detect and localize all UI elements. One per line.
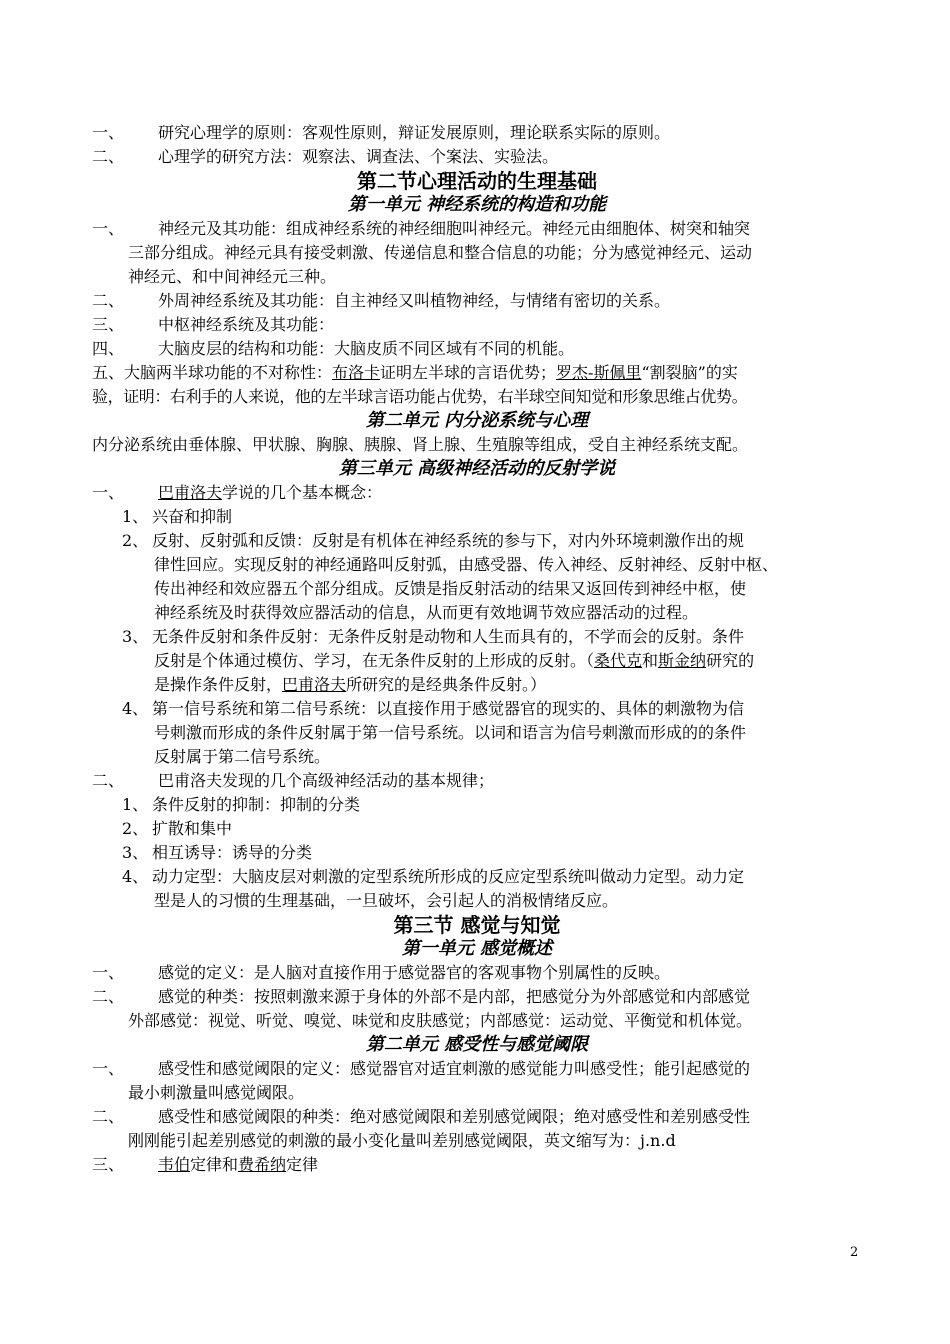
item-number: 1、 [122,507,149,526]
paragraph [92,1153,862,1177]
list-item-text: 所研究的是经典条件反射。） [346,675,547,694]
unit-heading: 第二单元 内分泌系统与心理 [365,410,589,431]
item-number: 1、 [122,795,149,814]
person-name-link: 巴甫洛夫 [158,483,223,502]
list-item-continuation: 律性回应。实现反射的神经通路叫反射弧，由感受器、传入神经、反射神经、反射中枢、 [154,555,779,574]
paragraph-text: 感觉的种类：按照刺激来源于身体的外部不是内部，把感觉分为外部感觉和内部感觉 [158,987,751,1006]
list-item [92,841,862,865]
unit-heading: 第一单元 神经系统的构造和功能 [347,194,607,215]
person-name-link: 桑代克 [594,651,643,670]
list-item-text: 反射、反射弧和反馈：反射是有机体在神经系统的参与下，对内外环境刺激作出的规 [152,531,745,550]
paragraph-text: 感受性和感觉阈限的种类：绝对感觉阈限和差别感觉阈限；绝对感受性和差别感受性 [158,1107,751,1126]
unit-heading: 第三单元 高级神经活动的反射学说 [338,458,616,479]
item-marker: 三、 [92,315,125,334]
list-item-text: 相互诱导：诱导的分类 [152,843,313,862]
list-item-continuation [92,649,862,673]
list-item [92,529,862,553]
item-marker: 二、 [92,1107,125,1126]
list-item-text: 是操作条件反射， [154,675,283,694]
paragraph-text: 大脑皮层的结构和功能：大脑皮质不同区域有不同的机能。 [158,339,575,358]
list-item-text: 扩散和集中 [152,819,233,838]
paragraph: 内分泌系统由垂体腺、甲状腺、胸腺、胰腺、肾上腺、生殖腺等组成，受自主神经系统支配。 [92,435,749,454]
page-number: 2 [850,1245,859,1260]
item-number: 4、 [122,867,149,886]
list-item [92,793,862,817]
list-item-text: 和 [642,651,659,670]
item-number: 3、 [122,843,149,862]
item-marker: 一、 [92,1059,125,1078]
paragraph [92,481,862,505]
paragraph-text: 学说的几个基本概念： [222,483,383,502]
list-item-text: 无条件反射和条件反射：无条件反射是动物和人生而具有的，不学而会的反射。条件 [152,627,745,646]
item-marker: 一、 [92,123,125,142]
paragraph [92,289,862,313]
paragraph-text: 定律和 [190,1155,239,1174]
item-number: 2、 [122,531,149,550]
paragraph-text [158,1153,862,1177]
paragraph [92,769,862,793]
item-marker: 一、 [92,963,125,982]
list-item-text: 研究的 [706,651,755,670]
item-marker: 二、 [92,987,125,1006]
person-name-link: 费希纳 [238,1155,287,1174]
list-item-text: 条件反射的抑制：抑制的分类 [152,795,361,814]
item-marker: 一、 [92,219,125,238]
list-item-continuation: 神经系统及时获得效应器活动的信息，从而更有效地调节效应器活动的过程。 [154,603,699,622]
paragraph-continuation: 外部感觉：视觉、听觉、嗅觉、味觉和皮肤感觉；内部感觉：运动觉、平衡觉和机体觉。 [128,1011,753,1030]
item-marker: 二、 [92,147,125,166]
paragraph-text [158,481,862,505]
paragraph-text: 五、大脑两半球功能的不对称性： [92,363,333,382]
item-marker: 四、 [92,339,125,358]
item-number: 2、 [122,819,149,838]
list-item [92,697,862,721]
section-heading: 第二节心理活动的生理基础 [357,169,597,193]
person-name-link: 斯金纳 [658,651,707,670]
list-item [92,817,862,841]
item-marker: 一、 [92,483,125,502]
item-number: 4、 [122,699,149,718]
list-item-continuation [92,673,862,697]
paragraph [92,145,862,169]
list-item-text: 兴奋和抑制 [152,507,233,526]
item-marker: 二、 [92,291,125,310]
document-page [92,121,862,1177]
paragraph-text: 心理学的研究方法：观察法、调查法、个案法、实验法。 [158,147,559,166]
section-heading: 第三节 感觉与知觉 [393,913,561,937]
paragraph-continuation: 验，证明：右利手的人来说，他的左半球言语功能占优势，右半球空间知觉和形象思维占优势。 [92,387,748,406]
paragraph-continuation: 最小刺激量叫感觉阈限。 [128,1083,305,1102]
paragraph-text: 感觉的定义：是人脑对直接作用于感觉器官的客观事物个别属性的反映。 [158,963,671,982]
item-marker: 三、 [92,1155,125,1174]
paragraph-text: 感受性和感觉阈限的定义：感觉器官对适宜刺激的感觉能力叫感受性；能引起感觉的 [158,1059,751,1078]
unit-heading: 第二单元 感受性与感觉阈限 [365,1034,589,1055]
item-number: 3、 [122,627,149,646]
paragraph-continuation: 刚刚能引起差别感觉的刺激的最小变化量叫差别感觉阈限，英文缩写为：j.n.d [128,1131,676,1150]
list-item-continuation: 反射属于第二信号系统。 [154,747,331,766]
paragraph [92,961,862,985]
list-item-continuation: 号刺激而形成的条件反射属于第一信号系统。以词和语言为信号刺激而形成的的条件 [154,723,747,742]
paragraph [92,1057,862,1081]
paragraph-text: 外周神经系统及其功能：自主神经又叫植物神经，与情绪有密切的关系。 [158,291,671,310]
paragraph [92,121,862,145]
paragraph-text: 研究心理学的原则：客观性原则，辩证发展原则，理论联系实际的原则。 [158,123,671,142]
list-item-text: 动力定型：大脑皮层对刺激的定型系统所形成的反应定型系统叫做动力定型。动力定 [152,867,745,886]
list-item-text: 第一信号系统和第二信号系统：以直接作用于感觉器官的现实的、具体的刺激物为信 [152,699,745,718]
paragraph [92,1105,862,1129]
paragraph [92,217,862,241]
person-name-link: 布洛卡 [332,363,381,382]
item-marker: 二、 [92,771,125,790]
list-item-continuation: 传出神经和效应器五个部分组成。反馈是指反射活动的结果又返回传到神经中枢，使 [154,579,747,598]
paragraph-text: 定律 [286,1155,319,1174]
paragraph [92,985,862,1009]
paragraph-text: 巴甫洛夫发现的几个高级神经活动的基本规律； [158,771,495,790]
person-name-link: 巴甫洛夫 [282,675,347,694]
paragraph-text: 中枢神经系统及其功能： [158,315,335,334]
person-name-link: 韦伯 [158,1155,191,1174]
paragraph [92,313,862,337]
paragraph-text: “割裂脑”的实 [641,363,738,382]
paragraph-text: 证明左半球的言语优势； [380,363,557,382]
paragraph [92,361,862,385]
paragraph [92,337,862,361]
list-item-text: 反射是个体通过模仿、学习，在无条件反射的上形成的反射。（ [154,651,595,670]
list-item [92,865,862,889]
person-name-link: 罗杰-斯佩里 [556,363,642,382]
list-item-continuation: 型是人的习惯的生理基础，一旦破坏，会引起人的消极情绪反应。 [154,891,619,910]
unit-heading: 第一单元 感觉概述 [401,938,553,959]
list-item [92,625,862,649]
paragraph-continuation: 神经元、和中间神经元三种。 [128,267,337,286]
list-item [92,505,862,529]
paragraph-text: 神经元及其功能：组成神经系统的神经细胞叫神经元。神经元由细胞体、树突和轴突 [158,219,751,238]
paragraph-continuation: 三部分组成。神经元具有接受刺激、传递信息和整合信息的功能；分为感觉神经元、运动 [128,243,753,262]
